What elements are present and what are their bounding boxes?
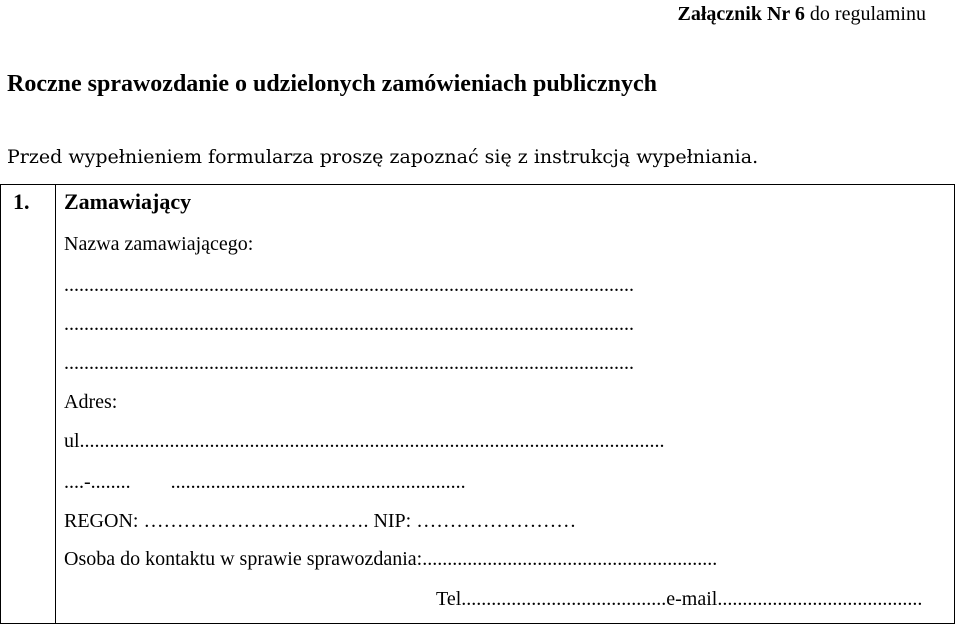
instructions-note: Przed wypełnieniem formularza proszę zapoznać się z instrukcją wypełniania.	[7, 146, 759, 168]
regon-field[interactable]: …………………………….	[143, 510, 369, 532]
form-table	[0, 184, 955, 624]
street-field[interactable]: ul.....................................................................................................................	[64, 430, 665, 452]
nip-label: NIP:	[368, 510, 417, 532]
address-label: Adres:	[64, 391, 118, 413]
regon-nip-row	[64, 509, 576, 533]
postcode-city-field[interactable]: ....-........ ...........................................................	[64, 471, 466, 493]
buyer-name-field-line-2[interactable]: ..................................................................................................................	[64, 313, 634, 335]
section-number: 1.	[13, 189, 30, 214]
document-title: Roczne sprawozdanie o udzielonych zamówieniach publicznych	[7, 71, 658, 97]
annex-label	[677, 2, 926, 26]
column-divider	[55, 185, 56, 623]
contact-person-field[interactable]: Osoba do kontaktu w sprawie sprawozdania:...........................................................	[64, 548, 718, 570]
section-title: Zamawiający	[64, 189, 192, 214]
nip-field[interactable]: ……………………	[416, 510, 577, 532]
buyer-name-field-line-3[interactable]: ..................................................................................................................	[64, 352, 634, 374]
buyer-name-label: Nazwa zamawiającego:	[64, 233, 254, 255]
buyer-name-field-line-1[interactable]: ..................................................................................................................	[64, 274, 634, 296]
annex-number: Załącznik Nr 6	[677, 3, 805, 25]
annex-rest: do regulaminu	[804, 3, 926, 25]
tel-email-field[interactable]: Tel.........................................e-mail.........................................	[436, 588, 923, 610]
regon-label: REGON:	[64, 510, 144, 532]
